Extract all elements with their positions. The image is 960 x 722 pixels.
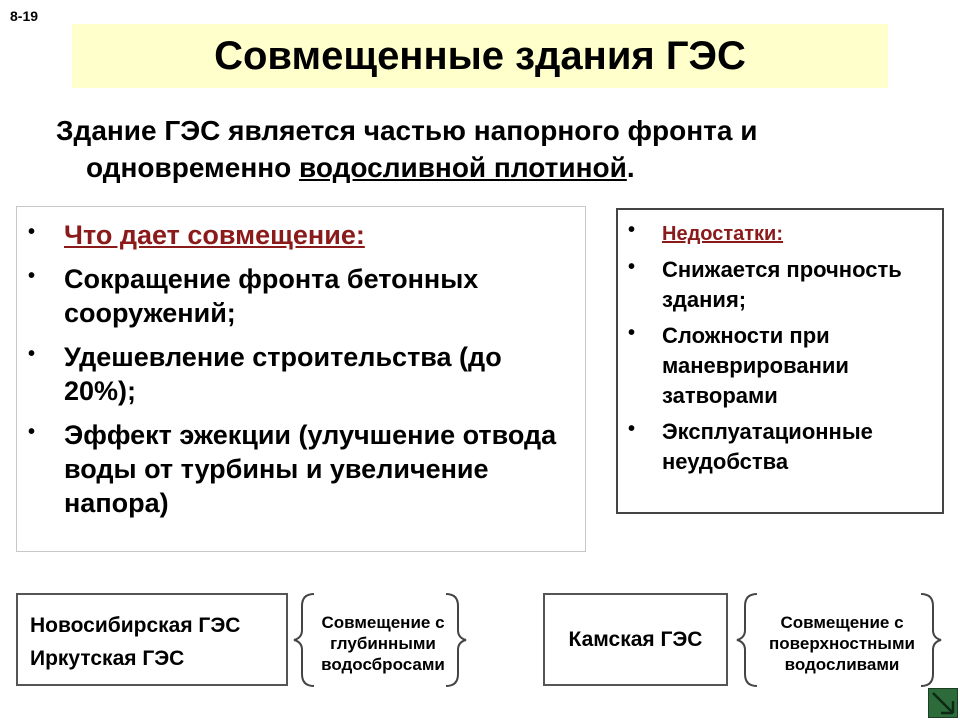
intro-line-2-text: одновременно (86, 152, 300, 183)
advantage-text: Удешевление строительства (до 20%); (64, 342, 502, 406)
bullet-icon: • (28, 421, 36, 443)
advantage-text: Эффект эжекции (улучшение отвода воды от турбины и увеличение напора) (64, 420, 557, 518)
example-type-label: Совмещение с поверхностными водосливами (769, 613, 915, 674)
station-name: Иркутская ГЭС (30, 647, 185, 670)
list-item (26, 262, 576, 330)
disadvantage-text: Снижается прочность здания; (662, 257, 902, 312)
title-banner (72, 24, 888, 88)
intro-underlined-term: водосливной плотиной (299, 152, 627, 183)
list-item (26, 340, 576, 408)
bullet-icon: • (628, 219, 636, 241)
station-name: Камская ГЭС (568, 627, 703, 651)
next-slide-button[interactable] (928, 688, 958, 718)
bullet-icon: • (28, 265, 36, 287)
intro-line-1: Здание ГЭС является частью напорного фронта и (56, 115, 758, 146)
disadvantages-heading-item (624, 218, 936, 249)
page-title: Совмещенные здания ГЭС (214, 33, 746, 78)
list-item (624, 417, 936, 477)
bullet-icon: • (28, 343, 36, 365)
disadvantages-heading: Недостатки: (662, 223, 784, 245)
example-box-surface-spillways (543, 593, 728, 686)
list-item (624, 321, 936, 411)
disadvantage-text: Эксплуатационные неудобства (662, 419, 873, 474)
slide-number: 8-19 (10, 8, 39, 24)
disadvantage-text: Сложности при маневрировании затворами (662, 323, 849, 408)
bullet-icon: • (628, 256, 636, 278)
intro-period: . (626, 152, 635, 183)
example-box-deep-outlets (16, 593, 288, 686)
intro-line-2 (56, 149, 916, 186)
example-type-label: Совмещение с глубинными водосбросами (321, 613, 445, 674)
list-item (624, 255, 936, 315)
station-name: Новосибирская ГЭС (30, 614, 241, 637)
advantages-heading-item (26, 218, 576, 252)
bullet-icon: • (628, 322, 636, 344)
bullet-icon: • (28, 221, 36, 243)
bullet-icon: • (628, 418, 636, 440)
list-item (26, 418, 576, 520)
intro-text (56, 112, 916, 186)
next-arrow-icon (929, 689, 957, 717)
advantages-list (26, 218, 576, 530)
disadvantages-list (624, 218, 936, 483)
advantages-heading: Что дает совмещение: (64, 220, 365, 250)
advantage-text: Сокращение фронта бетонных сооружений; (64, 264, 479, 328)
